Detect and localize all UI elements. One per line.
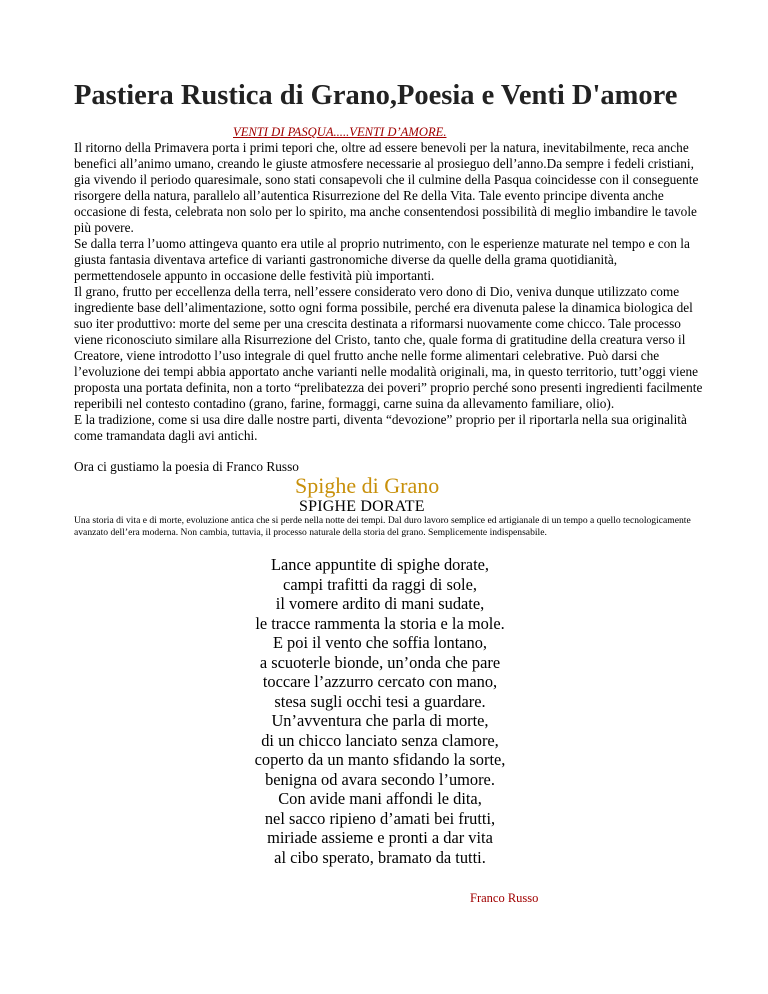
poem-line: campi trafitti da raggi di sole,: [283, 574, 477, 594]
poem-line: il vomere ardito di mani sudate,: [275, 594, 485, 613]
poem-line: E poi il vento che soffia lontano,: [272, 633, 488, 652]
poem-line: Con avide mani affondi le dita,: [278, 789, 482, 808]
poem-title: Spighe di Grano: [295, 473, 440, 498]
poem-line: miriade assieme e pronti a dar vita: [267, 828, 493, 847]
poem-line: benigna od avara secondo l’umore.: [265, 769, 495, 789]
poem-subtitle: SPIGHE DORATE: [299, 498, 425, 515]
subtitle-link[interactable]: VENTI DI PASQUA.....VENTI D’AMORE.: [233, 125, 447, 139]
poem-line: coperto da un manto sfidando la sorte,: [254, 750, 506, 769]
poem-line: toccare l’azzurro cercato con mano,: [262, 672, 498, 691]
body-paragraph: E la tradizione, come si usa dire dalle nostre parti, diventa “devozione” proprio per il riportarla nella sua originalità come tramandata dagli avi antichi.: [74, 412, 687, 443]
poem-body: [240, 555, 520, 867]
poem-lead-in: Ora ci gustiamo la poesia di Franco Russo: [74, 459, 299, 474]
author-signature: Franco Russo: [470, 891, 539, 905]
page-title: Pastiera Rustica di Grano,Poesia e Venti D'amore: [74, 80, 678, 111]
body-paragraph: Il ritorno della Primavera porta i primi tepori che, oltre ad essere benevoli per la natura, inevitabilmente, reca anche benefici all’animo umano, creando le giuste atmosfere necessarie al prosieguo dell’anno.Da sempre i fedeli cristiani, gia vivendo il periodo quaresimale, sono stati consapevoli che il culmine della Pasqua coincidesse con il conseguente risorgere della natura, parallelo all’autentica Risurrezione del Re della Vita. Tale evento principe diventa anche occasione di festa, celebrata non solo per lo spirito, ma anche consentendosi possibilità di meglio imbandire le tavole più povere.: [74, 140, 699, 235]
poem-line: nel sacco ripieno d’amati bei frutti,: [264, 808, 496, 828]
poem-intro: Una storia di vita e di morte, evoluzione antica che si perde nella notte dei tempi. Dal duro lavoro semplice ed artigianale di un tempo a quello tecnologicamente avanzato dell’era moderna. Non cambia, tuttavia, il processo naturale della storia del grano. Semplicemente indispensabile.: [74, 515, 691, 538]
body-paragraph: Se dalla terra l’uomo attingeva quanto era utile al proprio nutrimento, con le esperienze maturate nel tempo e con la giusta fantasia diventava artefice di varianti gastronomiche diverse da quelle della grama quotidianità, permettendosele appunto in occasione delle festività più importanti.: [74, 236, 690, 283]
poem-line: al cibo sperato, bramato da tutti.: [274, 847, 486, 867]
poem-line: stesa sugli occhi tesi a guardare.: [274, 691, 486, 711]
poem-line: Un’avventura che parla di morte,: [271, 711, 489, 730]
body-paragraph: Il grano, frutto per eccellenza della terra, nell’essere considerato vero dono di Dio, veniva dunque utilizzato come ingrediente base dell’alimentazione, sotto ogni forma possibile, perché era divenuta palese la dinamica biologica del suo iter produttivo: morte del seme per una crescita destinata a riformarsi nuovamente come chicco. Tale processo viene riconosciuto similare alla Risurrezione del Cristo, tanto che, quale forma di gratitudine della creatura verso il Creatore, viene introdotto l’uso integrale di quel frutto anche nelle forme alimentari celebrative. Può darsi che l’evoluzione dei tempi abbia apportato anche varianti nelle modalità originali, ma, in questo territorio, tutt’oggi viene proposta una portata definita, non a torto “prelibatezza dei poveri” proprio perché sono presenti ingredienti facilmente reperibili nel contesto contadino (grano, farine, formaggi, carne suina da allevamento familiare, olio).: [74, 284, 703, 411]
poem-line: le tracce rammenta la storia e la mole.: [255, 613, 505, 633]
poem-line: di un chicco lanciato senza clamore,: [261, 730, 499, 750]
article-body: [74, 140, 704, 444]
poem-line: a scuoterle bionde, un’onda che pare: [259, 652, 501, 672]
poem-line: Lance appuntite di spighe dorate,: [270, 555, 489, 574]
